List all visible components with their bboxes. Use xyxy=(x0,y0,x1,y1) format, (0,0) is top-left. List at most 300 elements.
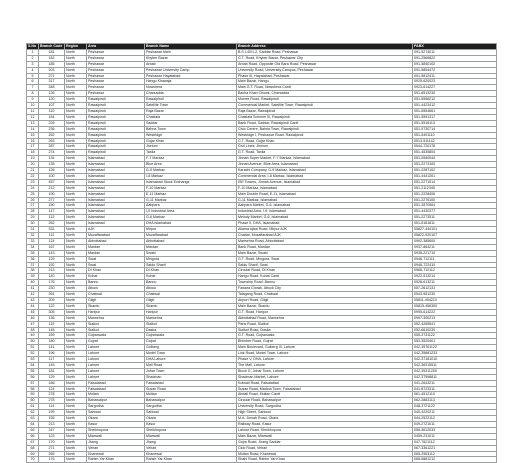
cell-branch-code: 181 xyxy=(39,49,65,55)
cell-branch-code: 331 xyxy=(39,227,65,233)
cell-area: Khanewal xyxy=(87,451,145,457)
cell-area: Sialkot xyxy=(87,327,145,333)
cell-pabx: 051-2287102 xyxy=(413,168,497,174)
table-row xyxy=(27,126,497,132)
cell-sno: 43 xyxy=(27,297,39,303)
table-row xyxy=(27,108,497,114)
cell-sno: 28 xyxy=(27,209,39,215)
cell-branch-name: Saddar xyxy=(145,120,237,126)
cell-pabx: 051-4535804 xyxy=(413,150,497,156)
cell-sno: 29 xyxy=(27,215,39,221)
cell-pabx: 051-5591317 xyxy=(413,114,497,120)
cell-area: Rawalpindi xyxy=(87,114,145,120)
cell-pabx: 091-6513230 xyxy=(413,91,497,97)
cell-sno: 14 xyxy=(27,126,39,132)
cell-area: Vehari xyxy=(87,445,145,451)
cell-pabx: 042-37598811 xyxy=(413,374,497,380)
cell-area: Gujranwala xyxy=(87,333,145,339)
cell-region: North xyxy=(65,457,87,463)
cell-pabx: 051-5554661 xyxy=(413,108,497,114)
table-row xyxy=(27,357,497,363)
cell-branch-address: G.T. Road, Gujar Khan xyxy=(237,138,413,144)
cell-sno: 18 xyxy=(27,150,39,156)
col-header-branch-code: Branch Code xyxy=(39,44,65,50)
table-row xyxy=(27,244,497,250)
cell-branch-name: Sahiwal xyxy=(145,410,237,416)
cell-branch-code: 278 xyxy=(39,398,65,404)
cell-region: North xyxy=(65,374,87,380)
cell-branch-address: University Road, University Campus, Peshawar xyxy=(237,67,413,73)
cell-area: Rawalpindi xyxy=(87,132,145,138)
table-row xyxy=(27,221,497,227)
cell-branch-code: 145 xyxy=(39,362,65,368)
cell-sno: 2 xyxy=(27,55,39,61)
cell-branch-address: Lahore Road, Sheikhupura xyxy=(237,427,413,433)
cell-branch-address: Multan Road, Khanewal xyxy=(237,451,413,457)
cell-sno: 7 xyxy=(27,85,39,91)
cell-branch-name: G-11 Markaz xyxy=(145,197,237,203)
cell-pabx: 042-35311200 xyxy=(413,368,497,374)
cell-branch-code: 277 xyxy=(39,197,65,203)
cell-area: Okara xyxy=(87,416,145,422)
cell-region: North xyxy=(65,445,87,451)
cell-branch-code: 271 xyxy=(39,73,65,79)
cell-branch-code: 167 xyxy=(39,244,65,250)
cell-sno: 3 xyxy=(27,61,39,67)
table-row xyxy=(27,321,497,327)
cell-area: Lahore xyxy=(87,368,145,374)
cell-branch-address: Chattar, Muzaffarabad AJK xyxy=(237,233,413,239)
cell-region: North xyxy=(65,250,87,256)
cell-area: Attock xyxy=(87,286,145,292)
cell-branch-name: Rahim Yar Khan xyxy=(145,457,237,463)
cell-sno: 49 xyxy=(27,333,39,339)
cell-branch-code: 148 xyxy=(39,327,65,333)
cell-branch-code: 252 xyxy=(39,132,65,138)
cell-branch-name: Multan xyxy=(145,392,237,398)
cell-region: North xyxy=(65,244,87,250)
cell-branch-address: Mansehra Road, Abbottabad xyxy=(237,238,413,244)
cell-sno: 11 xyxy=(27,108,39,114)
cell-branch-address: Chaklala Scheme III, Rawalpindi xyxy=(237,114,413,120)
cell-branch-code: 124 xyxy=(39,386,65,392)
cell-pabx: 051-5491110 xyxy=(413,132,497,138)
cell-branch-code: 166 xyxy=(39,380,65,386)
cell-region: North xyxy=(65,333,87,339)
cell-sno: 68 xyxy=(27,445,39,451)
cell-area: Chakwal xyxy=(87,292,145,298)
cell-branch-name: E-11 Markaz xyxy=(145,191,237,197)
table-row xyxy=(27,268,497,274)
cell-sno: 24 xyxy=(27,185,39,191)
cell-region: North xyxy=(65,126,87,132)
cell-area: Islamabad xyxy=(87,221,145,227)
cell-branch-code: 271 xyxy=(39,445,65,451)
cell-branch-address: University Road, Sargodha xyxy=(237,404,413,410)
cell-pabx: 051-5161811 xyxy=(413,221,497,227)
cell-region: North xyxy=(65,321,87,327)
cell-branch-code: 147 xyxy=(39,209,65,215)
cell-pabx: 0923-614227 xyxy=(413,85,497,91)
cell-region: North xyxy=(65,120,87,126)
cell-area: Lahore xyxy=(87,362,145,368)
cell-pabx: 047-7621112 xyxy=(413,439,497,445)
cell-branch-code: 154 xyxy=(39,114,65,120)
cell-sno: 33 xyxy=(27,238,39,244)
cell-branch-address: F-10 Markaz, Islamabad xyxy=(237,185,413,191)
cell-region: North xyxy=(65,49,87,55)
table-row xyxy=(27,179,497,185)
cell-branch-name: DHA Lahore xyxy=(145,357,237,363)
table-row xyxy=(27,203,497,209)
cell-branch-code: 182 xyxy=(39,55,65,61)
cell-sno: 52 xyxy=(27,351,39,357)
table-row xyxy=(27,274,497,280)
cell-branch-code: 196 xyxy=(39,351,65,357)
cell-pabx: 091-5854472 xyxy=(413,67,497,73)
cell-branch-address: Arbab Road, Opposite Old Bara Road, Peshawar xyxy=(237,61,413,67)
cell-branch-code: 140 xyxy=(39,274,65,280)
cell-region: North xyxy=(65,203,87,209)
cell-area: Islamabad xyxy=(87,215,145,221)
cell-area: Lahore xyxy=(87,374,145,380)
cell-branch-name: Rawalpindi xyxy=(145,97,237,103)
table-row xyxy=(27,61,497,67)
cell-region: North xyxy=(65,268,87,274)
cell-area: Rawalpindi xyxy=(87,144,145,150)
cell-sno: 23 xyxy=(27,179,39,185)
cell-area: Peshawar xyxy=(87,85,145,91)
cell-sno: 5 xyxy=(27,73,39,79)
cell-area: Abbottabad xyxy=(87,238,145,244)
branch-table xyxy=(26,43,497,463)
cell-sno: 61 xyxy=(27,404,39,410)
cell-branch-address: Jinnah Super Market, F-7 Markaz, Islamabad xyxy=(237,156,413,162)
cell-sno: 60 xyxy=(27,398,39,404)
cell-sno: 70 xyxy=(27,457,39,463)
cell-branch-name: Satellite Town xyxy=(145,103,237,109)
cell-sno: 37 xyxy=(27,262,39,268)
cell-area: Swat xyxy=(87,256,145,262)
cell-branch-code: 236 xyxy=(39,126,65,132)
table-row xyxy=(27,451,497,457)
table-row xyxy=(27,280,497,286)
cell-region: North xyxy=(65,256,87,262)
cell-branch-address: Sialkot Road, Daska xyxy=(237,327,413,333)
cell-area: Rawalpindi xyxy=(87,120,145,126)
cell-branch-address: Hangu Road, Kohat Cantt xyxy=(237,274,413,280)
table-row xyxy=(27,386,497,392)
table-row xyxy=(27,398,497,404)
cell-sno: 66 xyxy=(27,433,39,439)
cell-area: Peshawar xyxy=(87,49,145,55)
cell-branch-address: Main G.T. Road, Nowshera Cantt xyxy=(237,85,413,91)
table-row xyxy=(27,91,497,97)
cell-pabx: 051-4423412 xyxy=(413,103,497,109)
cell-branch-name: Mianwali xyxy=(145,433,237,439)
cell-sno: 50 xyxy=(27,339,39,345)
cell-pabx: 042-35881233 xyxy=(413,351,497,357)
table-row xyxy=(27,185,497,191)
cell-region: North xyxy=(65,144,87,150)
cell-region: North xyxy=(65,416,87,422)
cell-branch-address: Phase II, DHA, Islamabad xyxy=(237,221,413,227)
cell-branch-code: 176 xyxy=(39,280,65,286)
cell-branch-name: Sialkot xyxy=(145,321,237,327)
cell-branch-code: 181 xyxy=(39,368,65,374)
cell-region: North xyxy=(65,274,87,280)
cell-branch-code: 117 xyxy=(39,357,65,363)
cell-sno: 17 xyxy=(27,144,39,150)
cell-branch-address: Airport Road, Gilgit xyxy=(237,297,413,303)
cell-branch-name: Mardan xyxy=(145,244,237,250)
cell-branch-name: Hangu Khawaja xyxy=(145,79,237,85)
cell-branch-code: 112 xyxy=(39,233,65,239)
cell-area: Peshawar xyxy=(87,79,145,85)
cell-branch-code: 190 xyxy=(39,191,65,197)
cell-area: Lahore xyxy=(87,351,145,357)
cell-branch-address: G.T. Road, Gujranwala xyxy=(237,333,413,339)
cell-sno: 34 xyxy=(27,244,39,250)
cell-area: Mansehra xyxy=(87,315,145,321)
cell-pabx: 051-4430377 xyxy=(413,209,497,215)
cell-sno: 31 xyxy=(27,227,39,233)
cell-sno: 39 xyxy=(27,274,39,280)
cell-region: North xyxy=(65,191,87,197)
cell-branch-name: Nowshera xyxy=(145,85,237,91)
cell-branch-code: 192 xyxy=(39,262,65,268)
cell-branch-code: 252 xyxy=(39,221,65,227)
table-row xyxy=(27,374,497,380)
table-row xyxy=(27,445,497,451)
cell-region: North xyxy=(65,339,87,345)
cell-pabx: 052-4265541 xyxy=(413,321,497,327)
cell-branch-address: Civic Centre, Bahria Town, Rawalpindi xyxy=(237,126,413,132)
cell-branch-name: I-8 Markaz xyxy=(145,173,237,179)
cell-region: North xyxy=(65,197,87,203)
table-row xyxy=(27,427,497,433)
cell-sno: 51 xyxy=(27,345,39,351)
cell-branch-code: 287 xyxy=(39,144,65,150)
cell-region: North xyxy=(65,345,87,351)
cell-sno: 46 xyxy=(27,315,39,321)
cell-branch-name: Johar Town xyxy=(145,368,237,374)
cell-pabx: 0513-511142 xyxy=(413,138,497,144)
cell-pabx: 055-3731122 xyxy=(413,333,497,339)
cell-branch-address: G.T. Road, Khyber Bazar, Peshawar City xyxy=(237,55,413,61)
table-row xyxy=(27,309,497,315)
cell-branch-address: B.S.I-40/1-2, Saddar Road, Peshawar xyxy=(237,49,413,55)
cell-region: North xyxy=(65,398,87,404)
cell-area: Islamabad xyxy=(87,203,145,209)
cell-branch-code: 135 xyxy=(39,162,65,168)
table-body xyxy=(27,49,497,462)
cell-region: North xyxy=(65,433,87,439)
cell-branch-name: DI Khan xyxy=(145,268,237,274)
cell-pabx: 0925-620023 xyxy=(413,79,497,85)
cell-branch-code: 263 xyxy=(39,138,65,144)
cell-pabx: 051-2112345 xyxy=(413,185,497,191)
cell-area: Mardan xyxy=(87,244,145,250)
cell-pabx: 0997-300213 xyxy=(413,315,497,321)
cell-pabx: 044-2522112 xyxy=(413,416,497,422)
cell-region: North xyxy=(65,233,87,239)
cell-branch-code: 114 xyxy=(39,404,65,410)
cell-branch-address: ISE Towers, Jinnah Avenue, Islamabad xyxy=(237,179,413,185)
cell-area: Muzaffarabad xyxy=(87,233,145,239)
cell-pabx: 0946-712111 xyxy=(413,256,497,262)
cell-branch-address: Shadman Market, Lahore xyxy=(237,374,413,380)
cell-pabx: 0543-551230 xyxy=(413,292,497,298)
cell-area: Lahore xyxy=(87,345,145,351)
cell-branch-address: Westridge I, Peshawar Road, Rawalpindi xyxy=(237,132,413,138)
table-row xyxy=(27,368,497,374)
table-row xyxy=(27,238,497,244)
cell-pabx: 052-6610230 xyxy=(413,327,497,333)
cell-branch-code: 203 xyxy=(39,67,65,73)
table-row xyxy=(27,416,497,422)
cell-sno: 15 xyxy=(27,132,39,138)
cell-pabx: 051-5558212 xyxy=(413,97,497,103)
cell-sno: 42 xyxy=(27,292,39,298)
table-row xyxy=(27,67,497,73)
table-row xyxy=(27,315,497,321)
cell-area: Rahim Yar Khan xyxy=(87,457,145,463)
cell-pabx: 042-35761122 xyxy=(413,345,497,351)
table-row xyxy=(27,191,497,197)
cell-branch-code: 305 xyxy=(39,309,65,315)
cell-branch-address: Karachi Company, G-9 Markaz, Islamabad xyxy=(237,168,413,174)
table-row xyxy=(27,392,497,398)
cell-branch-name: Gujrat xyxy=(145,339,237,345)
cell-area: Multan xyxy=(87,392,145,398)
cell-branch-code: 113 xyxy=(39,215,65,221)
cell-area: Islamabad xyxy=(87,162,145,168)
cell-branch-address: Industrial Area, I-9, Islamabad xyxy=(237,209,413,215)
cell-branch-name: Gulberg xyxy=(145,345,237,351)
cell-region: North xyxy=(65,79,87,85)
cell-region: North xyxy=(65,227,87,233)
cell-area: Peshawar xyxy=(87,91,145,97)
cell-region: North xyxy=(65,185,87,191)
cell-sno: 4 xyxy=(27,67,39,73)
table-row xyxy=(27,103,497,109)
cell-pabx: 051-2273511 xyxy=(413,215,497,221)
cell-pabx: 051-4441261 xyxy=(413,173,497,179)
cell-area: Islamabad xyxy=(87,156,145,162)
cell-sno: 32 xyxy=(27,233,39,239)
cell-area: Sialkot xyxy=(87,321,145,327)
cell-area: Mardan xyxy=(87,250,145,256)
table-row xyxy=(27,339,497,345)
cell-region: North xyxy=(65,439,87,445)
cell-branch-code: 124 xyxy=(39,238,65,244)
cell-branch-code: 261 xyxy=(39,292,65,298)
cell-branch-address: Bank Road, Saddar, Rawalpindi Cantt xyxy=(237,120,413,126)
cell-branch-name: Daska xyxy=(145,327,237,333)
cell-branch-name: Gilgit xyxy=(145,297,237,303)
cell-area: DI Khan xyxy=(87,268,145,274)
cell-branch-address: High Street, Sahiwal xyxy=(237,410,413,416)
cell-area: Islamabad xyxy=(87,197,145,203)
cell-branch-code: 141 xyxy=(39,345,65,351)
col-header-branch-name: Branch Name xyxy=(145,44,237,50)
cell-area: Bannu xyxy=(87,280,145,286)
table-row xyxy=(27,362,497,368)
cell-region: North xyxy=(65,315,87,321)
cell-branch-code: 278 xyxy=(39,392,65,398)
cell-branch-name: Aabpara xyxy=(145,203,237,209)
cell-pabx: 0922-513214 xyxy=(413,274,497,280)
cell-region: North xyxy=(65,73,87,79)
cell-sno: 55 xyxy=(27,368,39,374)
cell-branch-name: Model Town xyxy=(145,351,237,357)
cell-region: North xyxy=(65,91,87,97)
cell-branch-address: Bank Road, Mardan xyxy=(237,244,413,250)
cell-pabx: 0966-712112 xyxy=(413,268,497,274)
cell-sno: 53 xyxy=(27,357,39,363)
cell-sno: 38 xyxy=(27,268,39,274)
cell-branch-address: Kotwali Road, Faisalabad xyxy=(237,380,413,386)
cell-region: North xyxy=(65,327,87,333)
cell-sno: 21 xyxy=(27,168,39,174)
cell-branch-name: Bahria Town xyxy=(145,126,237,132)
cell-branch-code: 159 xyxy=(39,333,65,339)
cell-sno: 8 xyxy=(27,91,39,97)
cell-area: Rawalpindi xyxy=(87,126,145,132)
cell-region: North xyxy=(65,427,87,433)
cell-region: North xyxy=(65,297,87,303)
cell-region: North xyxy=(65,156,87,162)
cell-region: North xyxy=(65,451,87,457)
cell-sno: 35 xyxy=(27,250,39,256)
cell-branch-code: 126 xyxy=(39,91,65,97)
cell-branch-name: Susan Road xyxy=(145,386,237,392)
table-row xyxy=(27,132,497,138)
cell-pabx: 0544-720178 xyxy=(413,144,497,150)
cell-sno: 57 xyxy=(27,380,39,386)
cell-branch-code: 122 xyxy=(39,303,65,309)
cell-branch-code: 213 xyxy=(39,422,65,428)
cell-sno: 59 xyxy=(27,392,39,398)
table-row xyxy=(27,209,497,215)
cell-area: Rawalpindi xyxy=(87,108,145,114)
cell-pabx: 05827-444101 xyxy=(413,227,497,233)
cell-area: Sahiwal xyxy=(87,410,145,416)
cell-branch-name: Jhang xyxy=(145,439,237,445)
cell-branch-address: Main Bazar, Swabi xyxy=(237,250,413,256)
cell-region: North xyxy=(65,351,87,357)
table-row xyxy=(27,156,497,162)
cell-area: Islamabad xyxy=(87,209,145,215)
table-row xyxy=(27,120,497,126)
cell-region: North xyxy=(65,215,87,221)
cell-area: Rawalpindi xyxy=(87,138,145,144)
cell-branch-code: 119 xyxy=(39,321,65,327)
cell-pabx: 0928-613211 xyxy=(413,280,497,286)
cell-branch-code: 213 xyxy=(39,268,65,274)
cell-branch-code: 120 xyxy=(39,97,65,103)
cell-region: North xyxy=(65,262,87,268)
cell-branch-address: Circular Road, Bahawalpur xyxy=(237,398,413,404)
cell-sno: 44 xyxy=(27,303,39,309)
cell-branch-code: 150 xyxy=(39,203,65,209)
cell-region: North xyxy=(65,221,87,227)
cell-branch-address: G.T. Road, Mingora, Swat xyxy=(237,256,413,262)
cell-sno: 9 xyxy=(27,97,39,103)
col-header-pabx: PABX xyxy=(413,44,497,50)
cell-area: Rawalpindi xyxy=(87,97,145,103)
